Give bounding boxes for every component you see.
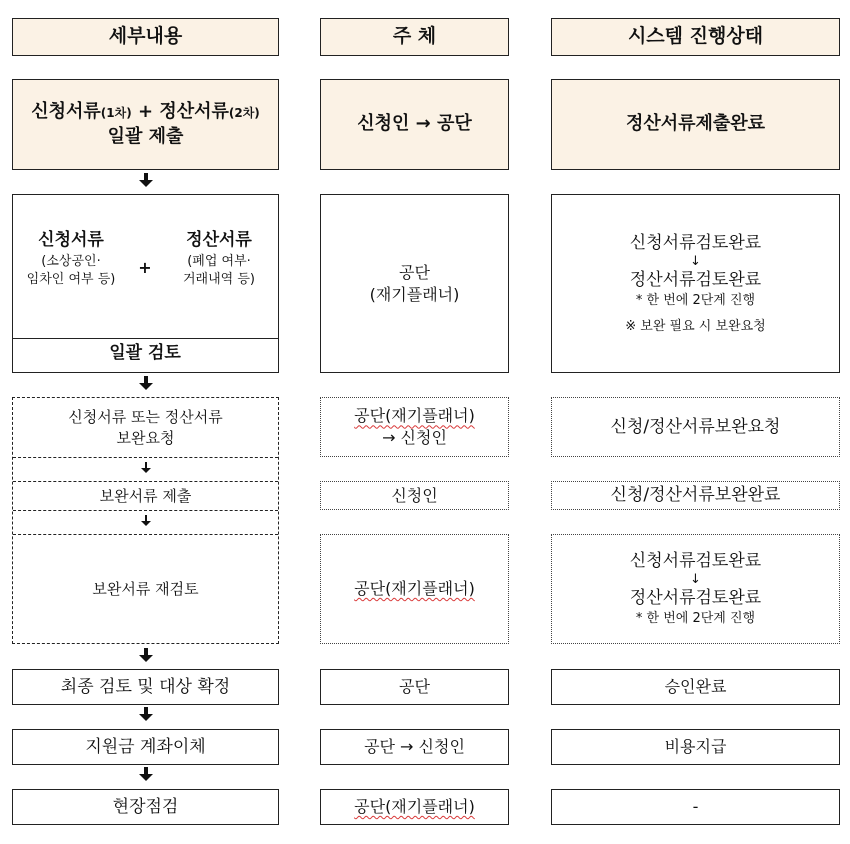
revision-sep-2: [13, 481, 278, 482]
row2-status-note1: * 한 번에 2단계 진행: [635, 293, 756, 309]
row6-detail: [12, 669, 279, 705]
row2-status-arrow-icon: ↓: [690, 253, 701, 269]
row2-right-block: [163, 229, 275, 289]
header-detail-label: 세부내용: [108, 25, 183, 48]
row7-status: [551, 729, 840, 765]
row6-detail-label: 최종 검토 및 대상 확정: [60, 676, 231, 697]
row2-status-line1: 신청서류검토완료: [629, 232, 762, 253]
row2-status-note2: ※ 보완 필요 시 보완요청: [625, 318, 766, 334]
row2-right-sub1: (폐업 여부·: [187, 253, 251, 269]
flow-arrow-6: [137, 707, 155, 721]
row6-subject-label: 공단: [399, 677, 430, 697]
row2-divider: [13, 338, 279, 339]
row1-status-label: 정산서류제출완료: [625, 113, 766, 135]
revision-sep-4: [13, 534, 278, 535]
revision-sep-3: [13, 510, 278, 511]
header-status-label: 시스템 진행상태: [627, 25, 764, 48]
header-subject: [320, 18, 509, 56]
row6-status: [551, 669, 840, 705]
row3-subject-line2: → 신청인: [382, 428, 447, 447]
row3-detail-line2: 보완요청: [116, 428, 175, 447]
row2-left-sub2: 임차인 여부 등): [26, 271, 116, 287]
flow-arrow-5: [137, 648, 155, 662]
row8-status: [551, 789, 840, 825]
row3-detail: [14, 399, 277, 456]
row5-detail-label: 보완서류 재검토: [92, 579, 199, 598]
row1-detail-plus: +: [131, 101, 160, 123]
flow-arrow-4: [137, 515, 155, 529]
row2-detail: [12, 194, 279, 373]
row2-right-title: 정산서류: [186, 230, 252, 250]
flow-arrow-2: [137, 376, 155, 390]
row1-detail-a-sub: (1차): [100, 106, 132, 121]
row5-subject-label: 공단(재기플래너): [354, 579, 475, 599]
row8-subject-label: 공단(재기플래너): [354, 797, 475, 817]
row2-right-sub2: 거래내역 등): [183, 271, 255, 287]
row5-status-line1: 신청서류검토완료: [629, 551, 762, 572]
row5-subject: [320, 534, 509, 644]
row5-status-arrow-icon: ↓: [690, 572, 701, 588]
row1-subject-label: 신청인 → 공단: [357, 113, 472, 135]
row3-subject-text1: 공단(재기플래너): [354, 406, 475, 426]
row7-status-label: 비용지급: [664, 737, 727, 757]
row7-detail: [12, 729, 279, 765]
row3-detail-line1: 신청서류 또는 정산서류: [68, 408, 223, 427]
row4-subject-label: 신청인: [391, 485, 438, 505]
header-subject-label: 주 체: [392, 25, 437, 48]
row5-status: [551, 534, 840, 644]
row2-left-sub1: (소상공인·: [41, 253, 101, 269]
row6-subject: [320, 669, 509, 705]
revision-sep-1: [13, 457, 278, 458]
row6-status-label: 승인완료: [664, 677, 727, 697]
row1-subject: [320, 79, 509, 170]
row1-detail-b: 정산서류: [159, 101, 229, 123]
row3-status-label: 신청/정산서류보완요청: [610, 416, 781, 437]
row7-subject: [320, 729, 509, 765]
row8-detail-label: 현장점검: [112, 796, 179, 817]
row2-subject-line1: 공단: [399, 262, 430, 282]
row5-status-note: * 한 번에 2단계 진행: [635, 611, 756, 627]
row3-status: [551, 397, 840, 457]
row2-plus: +: [138, 258, 152, 277]
row2-status: [551, 194, 840, 373]
row1-detail: [12, 79, 279, 170]
row5-detail: [14, 536, 277, 642]
row1-detail-line2: 일괄 제출: [107, 125, 184, 147]
flow-arrow-7: [137, 767, 155, 781]
row2-left-block: [15, 229, 127, 289]
header-detail: [12, 18, 279, 56]
row8-subject: [320, 789, 509, 825]
row2-bottom-label: 일괄 검토: [109, 343, 181, 363]
flow-arrow-3: [137, 462, 155, 476]
row3-subject-line1: [354, 405, 475, 427]
row2-status-line2: 정산서류검토완료: [629, 270, 762, 291]
flow-arrow-1: [137, 173, 155, 187]
row7-detail-label: 지원금 계좌이체: [85, 736, 206, 757]
row1-detail-line1: [31, 100, 260, 124]
row8-detail: [12, 789, 279, 825]
row4-subject: [320, 481, 509, 510]
row4-status: [551, 481, 840, 510]
row1-status: [551, 79, 840, 170]
row4-status-label: 신청/정산서류보완완료: [610, 485, 781, 506]
row2-subject-line2: (재기플래너): [369, 284, 460, 304]
row2-subject: [320, 194, 509, 373]
row1-detail-b-sub: (2차): [228, 106, 260, 121]
row8-status-label: -: [692, 797, 699, 817]
header-status: [551, 18, 840, 56]
row7-subject-label: 공단 → 신청인: [364, 737, 465, 757]
row2-left-title: 신청서류: [38, 230, 104, 250]
row3-subject: [320, 397, 509, 457]
row5-status-line2: 정산서류검토완료: [629, 588, 762, 609]
row4-detail: [14, 483, 277, 509]
row1-detail-a: 신청서류: [31, 101, 101, 123]
row4-detail-label: 보완서류 제출: [99, 486, 192, 505]
